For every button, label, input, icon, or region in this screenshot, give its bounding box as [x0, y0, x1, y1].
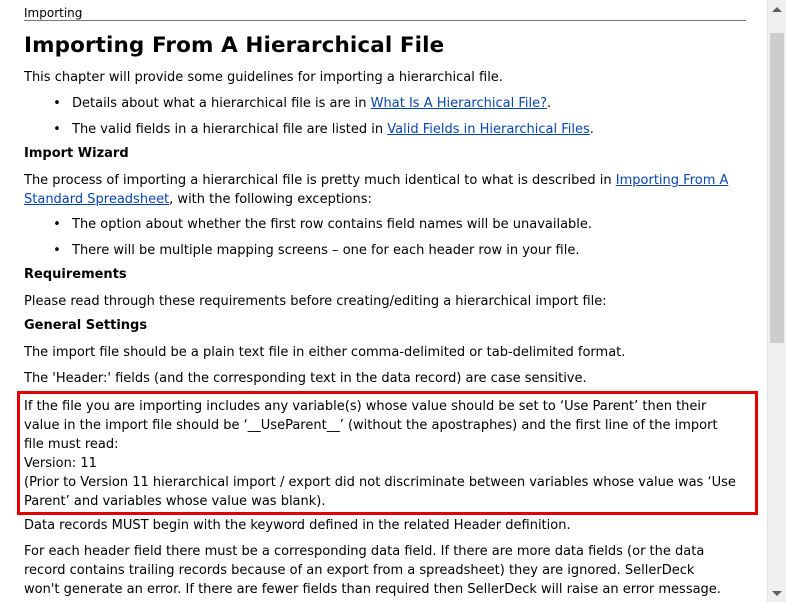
general-text-1: The import file should be a plain text file in either comma-delimited or tab-delimited format.	[24, 345, 626, 360]
header-divider	[24, 20, 746, 21]
bullet-icon: •	[53, 122, 61, 137]
bullet-icon: •	[53, 217, 61, 232]
data-records-text: Data records MUST begin with the keyword defined in the related Header definition.	[24, 518, 571, 533]
note-line: Parent’ and variables whose value was blank).	[24, 494, 326, 509]
arrow-down-icon	[772, 591, 782, 596]
link-what-is-hierarchical-file[interactable]: What Is A Hierarchical File?	[370, 96, 547, 111]
note-line: value in the import file should be ‘__UseParent__’ (without the apostraphes) and the first line of the import	[24, 418, 718, 433]
note-line: file must read:	[24, 437, 119, 452]
bullet-icon: •	[53, 243, 61, 258]
note-line: (Prior to Version 11 hierarchical import / export did not discriminate between variables whose value was ‘Use	[24, 475, 736, 490]
scroll-up-button[interactable]	[768, 0, 786, 18]
scrollbar-thumb[interactable]	[770, 33, 784, 343]
section-heading-requirements: Requirements	[24, 267, 127, 282]
section-heading-general-settings: General Settings	[24, 318, 148, 333]
list-item: • There will be multiple mapping screens – one for each header row in your file.	[48, 241, 580, 260]
page-title: Importing From A Hierarchical File	[24, 33, 445, 58]
list-item: • Details about what a hierarchical file is are in What Is A Hierarchical File?.	[48, 94, 551, 113]
highlighted-note	[17, 391, 758, 515]
intro-text: This chapter will provide some guidelines for importing a hierarchical file.	[24, 70, 503, 85]
header-field-text: For each header field there must be a corresponding data field. If there are more data fields (or the data record contains trailing records because of an export from a spreadsheet) they are ignored. SellerDeck won't generate an error. If there are fewer fields than required then SellerDeck will raise an error message.	[24, 544, 721, 597]
bullet-icon: •	[53, 96, 61, 111]
arrow-up-icon	[772, 7, 782, 12]
section-heading-import-wizard: Import Wizard	[24, 146, 129, 161]
breadcrumb: Importing	[24, 6, 83, 20]
link-importing-from-spreadsheet-cont[interactable]: Standard Spreadsheet	[24, 192, 170, 207]
note-line: If the file you are importing includes any variable(s) whose value should be set to ‘Use Parent’ then their	[24, 399, 707, 414]
scroll-down-button[interactable]	[768, 584, 786, 602]
link-importing-from-spreadsheet[interactable]: Importing From A	[615, 173, 729, 188]
note-line: Version: 11	[24, 456, 97, 471]
general-text-2: The 'Header:' fields (and the corresponding text in the data record) are case sensitive.	[24, 371, 587, 386]
vertical-scrollbar[interactable]	[767, 0, 786, 602]
list-item: • The valid fields in a hierarchical file are listed in Valid Fields in Hierarchical Files.	[48, 120, 594, 139]
link-valid-fields[interactable]: Valid Fields in Hierarchical Files	[387, 122, 590, 137]
wizard-text: The process of importing a hierarchical file is pretty much identical to what is described in Importing From A Standard Spreadsheet, with the following exceptions:	[24, 173, 729, 207]
list-item: • The option about whether the first row contains field names will be unavailable.	[48, 215, 592, 234]
requirements-text: Please read through these requirements before creating/editing a hierarchical import file:	[24, 294, 607, 309]
